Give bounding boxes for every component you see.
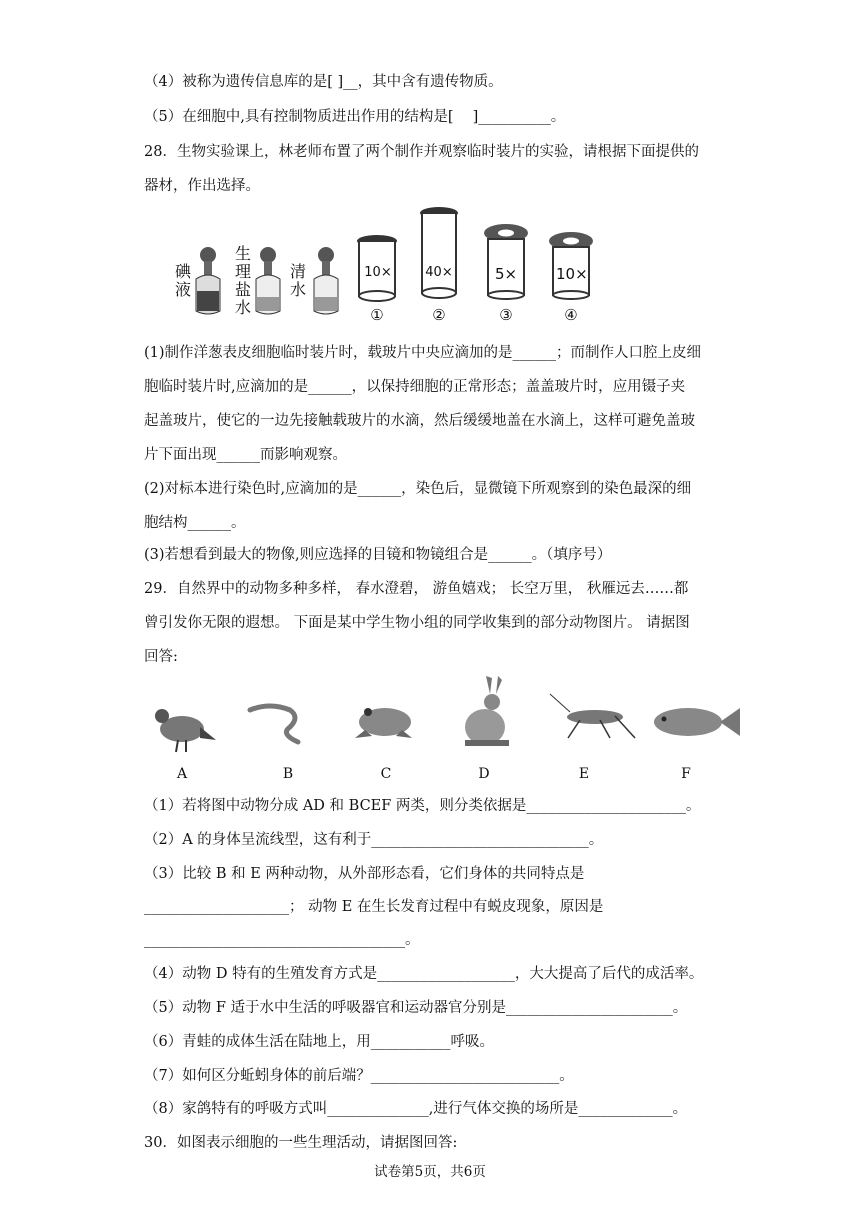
animals-figure xyxy=(140,672,750,787)
lens-4-number: ④ xyxy=(564,306,578,324)
q28-1-line2: 胞临时装片时,应滴加的是______，以保持细胞的正常形态；盖盖玻片时，应用镊子夹 xyxy=(144,379,686,395)
pigeon-icon xyxy=(155,709,216,752)
q29-2-line: （2）A 的身体呈流线型，这有利于______________________________。 xyxy=(144,832,604,848)
earthworm-icon xyxy=(250,706,298,742)
eyepiece-lens-icon xyxy=(484,224,528,299)
lab-equipment-figure xyxy=(170,203,600,328)
q29-stem-line3: 回答: xyxy=(144,649,178,665)
q29-8-line: （8）家鸽特有的呼吸方式叫______________,进行气体交换的场所是_____________。 xyxy=(144,1101,688,1117)
lens-3-number: ③ xyxy=(499,306,513,324)
animal-label-f: F xyxy=(681,766,691,782)
q27-5-line: （5）在细胞中,具有控制物质进出作用的结构是[ ]__________。 xyxy=(144,109,566,125)
dropper-bottle-icon xyxy=(314,247,338,314)
q29-3-line2: ____________________； 动物 E 在生长发育过程中有蜕皮现象，原因是 xyxy=(144,899,604,915)
q28-stem-line1: 28．生物实验课上，林老师布置了两个制作并观察临时装片的实验，请根据下面提供的 xyxy=(144,144,699,160)
rabbit-icon xyxy=(465,676,509,746)
water-label: 清 水 xyxy=(289,262,306,299)
q29-3-line3: ____________________________________。 xyxy=(144,932,420,948)
animal-label-a: A xyxy=(176,766,188,782)
q27-4-line: （4）被称为遗传信息库的是[ ]__，其中含有遗传物质。 xyxy=(144,74,503,90)
q28-stem-line2: 器材，作出选择。 xyxy=(144,178,260,194)
animal-label-b: B xyxy=(282,766,294,782)
frog-icon xyxy=(355,708,412,738)
lens-3-mag: 5× xyxy=(494,265,518,283)
q28-2-line2: 胞结构______。 xyxy=(144,515,246,531)
dropper-bottle-icon xyxy=(196,247,220,314)
dropper-bottle-icon xyxy=(256,247,280,314)
q29-3-line1: （3）比较 B 和 E 两种动物，从外部形态看，它们身体的共同特点是 xyxy=(144,866,585,882)
lens-1-number: ① xyxy=(370,306,384,324)
lens-2-mag: 40× xyxy=(425,265,453,280)
grasshopper-icon xyxy=(550,694,635,738)
q29-stem-line1: 29．自然界中的动物多种多样， 春水澄碧， 游鱼嬉戏； 长空万里， 秋雁远去……都 xyxy=(144,581,689,597)
q28-2-line1: (2)对标本进行染色时,应滴加的是______，染色后，显微镜下所观察到的染色最深的细 xyxy=(144,481,692,497)
lens-1-mag: 10× xyxy=(364,265,392,280)
q29-stem-line2: 曾引发你无限的遐想。 下面是某中学生物小组的同学收集到的部分动物图片。 请据图 xyxy=(144,615,690,631)
lens-2-number: ② xyxy=(432,306,446,324)
q29-6-line: （6）青蛙的成体生活在陆地上，用___________呼吸。 xyxy=(144,1034,494,1050)
q28-1-line3: 起盖玻片，使它的一边先接触载玻片的水滴，然后缓缓地盖在水滴上，这样可避免盖玻 xyxy=(144,413,695,429)
q28-1-line4: 片下面出现______而影响观察。 xyxy=(144,447,347,463)
fish-icon xyxy=(654,708,740,736)
q29-1-line: （1）若将图中动物分成 AD 和 BCEF 两类，则分类依据是______________________。 xyxy=(144,798,701,814)
animal-label-c: C xyxy=(380,766,392,782)
q28-3-line: (3)若想看到最大的物像,则应选择的目镜和物镜组合是______。（填序号） xyxy=(144,547,612,563)
page-footer: 试卷第5页，共6页 xyxy=(374,1164,486,1180)
iodine-label: 碘 液 xyxy=(174,262,191,299)
saline-label: 生 理 盐 水 xyxy=(234,244,251,317)
lens-4-mag: 10× xyxy=(556,265,588,283)
animal-label-e: E xyxy=(578,766,590,782)
q29-7-line: （7）如何区分蚯蚓身体的前后端？__________________________。 xyxy=(144,1068,574,1084)
q29-4-line: （4）动物 D 特有的生殖发育方式是___________________，大大提高了后代的成活率。 xyxy=(144,966,704,982)
animal-label-d: D xyxy=(478,766,490,782)
objective-lens-icon xyxy=(420,207,458,298)
q29-5-line: （5）动物 F 适于水中生活的呼吸器官和运动器官分别是_______________________。 xyxy=(144,1000,688,1016)
q30-stem-line: 30．如图表示细胞的一些生理活动，请据图回答: xyxy=(144,1135,458,1151)
q28-1-line1: (1)制作洋葱表皮细胞临时装片时，载玻片中央应滴加的是______；而制作人口腔上皮细 xyxy=(144,345,702,361)
